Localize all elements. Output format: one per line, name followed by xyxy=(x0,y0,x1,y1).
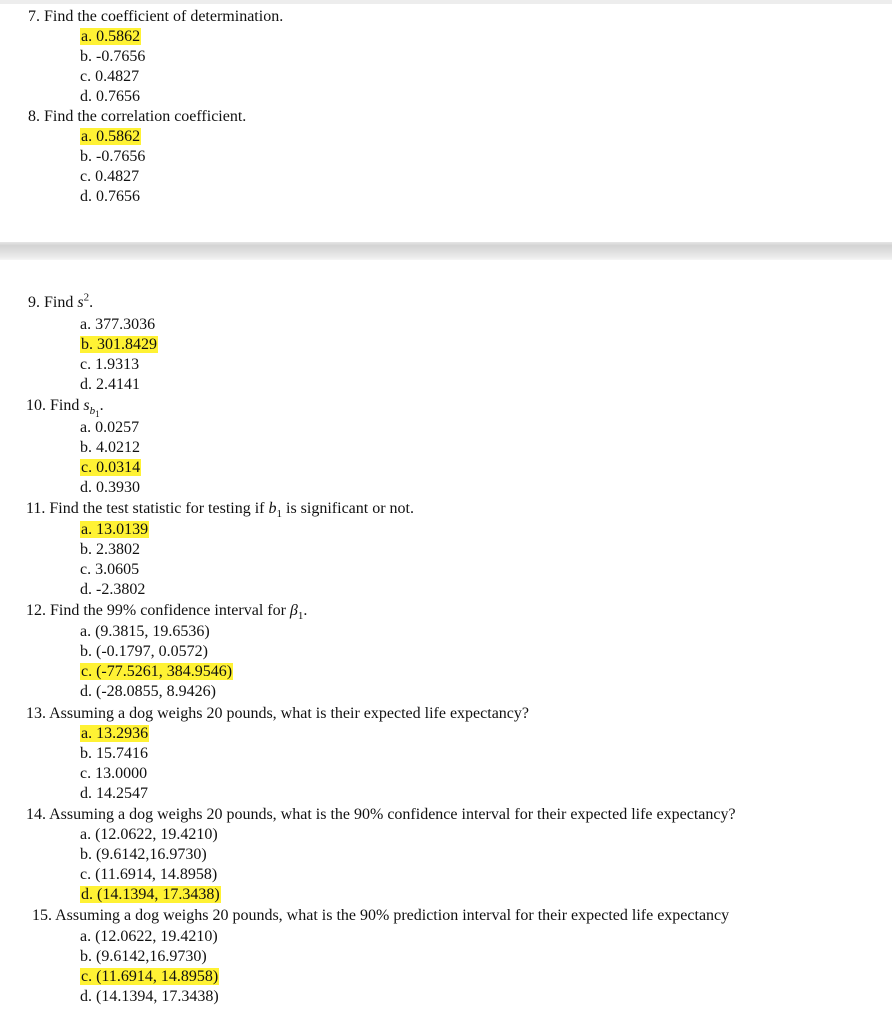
question-title: 14. Assuming a dog weighs 20 pounds, what is the 90% confidence interval for their expected life expectancy? xyxy=(26,806,736,823)
highlighted-answer: d. (14.1394, 17.3438) xyxy=(81,886,220,903)
answer-option[interactable]: a. (9.3815, 19.6536) xyxy=(80,623,210,640)
answer-option[interactable]: b. 4.0212 xyxy=(80,439,140,456)
answer-option[interactable]: c. 1.9313 xyxy=(80,356,140,373)
highlighted-answer: c. (-77.5261, 384.9546) xyxy=(81,663,233,680)
answer-option[interactable]: d. 14.2547 xyxy=(80,785,148,802)
answer-option[interactable]: c. 13.0000 xyxy=(80,765,148,782)
answer-option[interactable]: d. 0.7656 xyxy=(80,88,140,105)
answer-option[interactable] xyxy=(80,458,141,478)
answer-option[interactable]: d. 0.3930 xyxy=(80,479,140,496)
answer-option[interactable]: c. 0.4827 xyxy=(80,168,140,185)
question-title: 15. Assuming a dog weighs 20 pounds, what is the 90% prediction interval for their expected life expectancy xyxy=(32,907,730,924)
highlighted-answer: c. (11.6914, 14.8958) xyxy=(81,968,219,985)
answer-option[interactable] xyxy=(80,967,219,987)
highlighted-answer: b. 301.8429 xyxy=(81,336,157,353)
question-title: 8. Find the correlation coefficient. xyxy=(28,108,247,125)
answer-option[interactable]: d. -2.3802 xyxy=(80,581,146,598)
question-title: 9. Find $s^2$. xyxy=(28,291,94,311)
answer-option[interactable]: b. -0.7656 xyxy=(80,148,146,165)
answer-option[interactable]: b. (9.6142,16.9730) xyxy=(80,846,207,863)
question-title: 10. Find $s_{b_1}$. xyxy=(26,397,104,420)
highlighted-answer: a. 0.5862 xyxy=(81,128,141,145)
top-divider xyxy=(0,0,892,4)
highlighted-answer: a. 13.0139 xyxy=(81,521,149,538)
answer-option[interactable] xyxy=(80,662,233,682)
answer-option[interactable]: d. (-28.0855, 8.9426) xyxy=(80,683,216,700)
answer-option[interactable] xyxy=(80,520,149,540)
question-title: 12. Find the 99% confidence interval for $\beta_1$. xyxy=(26,602,308,623)
answer-option[interactable] xyxy=(80,27,141,47)
answer-option[interactable]: b. (9.6142,16.9730) xyxy=(80,948,207,965)
highlighted-answer: c. 0.0314 xyxy=(81,459,141,476)
answer-option[interactable]: a. 377.3036 xyxy=(80,316,156,333)
answer-option[interactable] xyxy=(80,335,158,355)
answer-option[interactable]: d. (14.1394, 17.3438) xyxy=(80,988,219,1005)
answer-option[interactable] xyxy=(80,127,141,147)
answer-option[interactable]: a. 0.0257 xyxy=(80,419,140,436)
answer-option[interactable]: c. 3.0605 xyxy=(80,561,140,578)
answer-option[interactable]: b. -0.7656 xyxy=(80,48,146,65)
answer-option[interactable]: a. (12.0622, 19.4210) xyxy=(80,928,218,945)
answer-option[interactable]: b. 2.3802 xyxy=(80,541,140,558)
answer-option[interactable]: d. 2.4141 xyxy=(80,376,140,393)
answer-option[interactable]: d. 0.7656 xyxy=(80,188,140,205)
question-title: 7. Find the coefficient of determination. xyxy=(28,8,284,25)
question-title: 11. Find the test statistic for testing if $b_1$ is significant or not. xyxy=(26,500,414,521)
answer-option[interactable] xyxy=(80,724,149,744)
section-divider xyxy=(0,242,892,260)
question-title: 13. Assuming a dog weighs 20 pounds, what is their expected life expectancy? xyxy=(26,705,529,722)
answer-option[interactable]: c. 0.4827 xyxy=(80,68,140,85)
highlighted-answer: a. 0.5862 xyxy=(81,28,141,45)
highlighted-answer: a. 13.2936 xyxy=(81,725,149,742)
answer-option[interactable]: b. 15.7416 xyxy=(80,745,148,762)
answer-option[interactable]: c. (11.6914, 14.8958) xyxy=(80,866,218,883)
answer-option[interactable]: a. (12.0622, 19.4210) xyxy=(80,826,218,843)
answer-option[interactable] xyxy=(80,885,221,905)
answer-option[interactable]: b. (-0.1797, 0.0572) xyxy=(80,643,208,660)
